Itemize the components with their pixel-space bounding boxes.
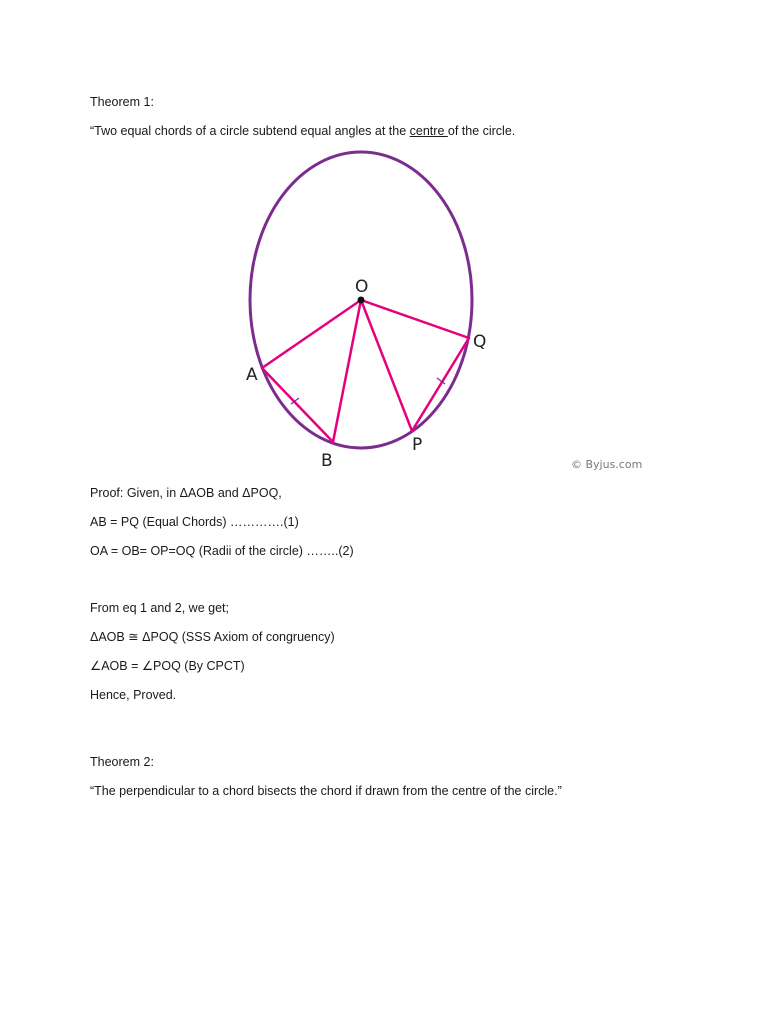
circle-chords-diagram (230, 145, 650, 480)
theorem2-statement: “The perpendicular to a chord bisects the chord if drawn from the centre of the circle.” (90, 784, 562, 798)
label-p: P (412, 435, 423, 455)
proof-conclusion: Hence, Proved. (90, 688, 177, 702)
radius-ob (333, 300, 361, 442)
proof-equation-2: OA = OB= OP=OQ (Radii of the circle) ……..(2) (90, 544, 354, 558)
label-b: B (321, 451, 333, 471)
byjus-credit: © Byjus.com (571, 458, 643, 471)
radius-oa (262, 300, 361, 368)
chord-ab (262, 368, 333, 442)
proof-congruence: ΔAOB ≅ ΔPOQ (SSS Axiom of congruency) (90, 630, 335, 644)
theorem1-statement-end: of the circle. (447, 124, 516, 138)
theorem1-heading: Theorem 1: (90, 95, 154, 109)
label-q: Q (473, 332, 487, 352)
proof-given: Proof: Given, in ΔAOB and ΔPOQ, (90, 486, 282, 500)
theorem1-statement (90, 123, 515, 139)
radius-op (361, 300, 412, 431)
center-point (358, 297, 365, 304)
proof-from-equations: From eq 1 and 2, we get; (90, 601, 229, 615)
chord-pq (412, 338, 469, 431)
theorem1-statement-underlined: centre (409, 124, 448, 138)
proof-angles: ∠AOB = ∠POQ (By CPCT) (90, 659, 245, 673)
proof-equation-1: AB = PQ (Equal Chords) ………….(1) (90, 515, 299, 529)
theorem1-statement-start: “Two equal chords of a circle subtend equal angles at the (90, 124, 410, 138)
radius-oq (361, 300, 469, 338)
label-a: A (246, 365, 258, 385)
theorem2-heading: Theorem 2: (90, 755, 154, 769)
label-o: O (355, 277, 369, 297)
